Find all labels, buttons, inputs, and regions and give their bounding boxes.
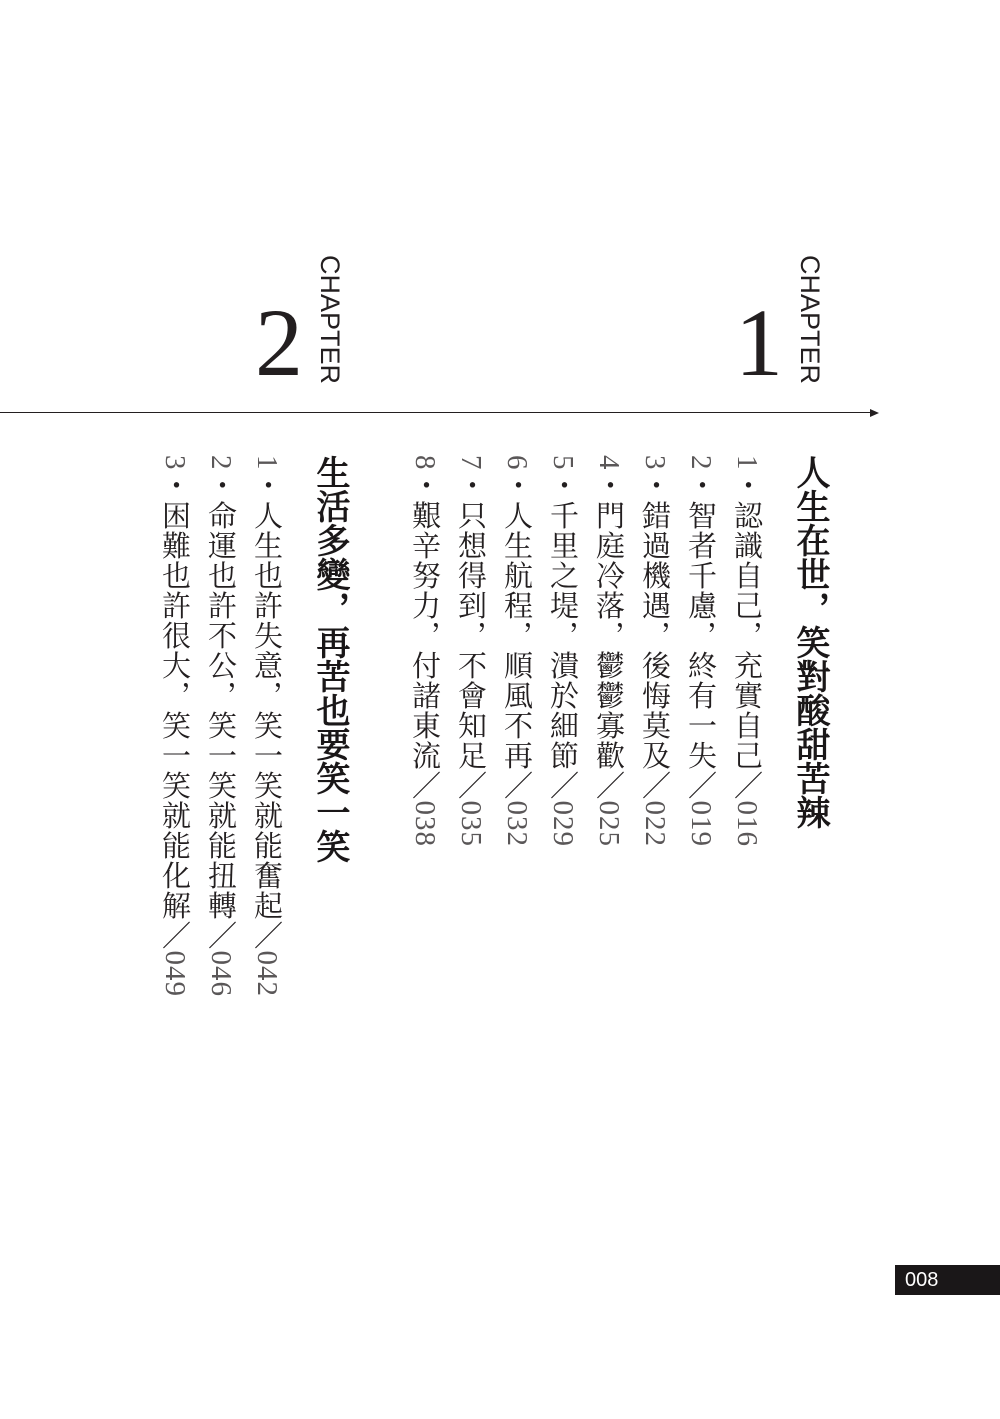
chapter-2-title: 生活多變，再苦也要笑一笑	[310, 455, 350, 863]
toc-item-separator: ・	[684, 470, 718, 501]
toc-item-page: 032	[501, 800, 533, 847]
toc-item-number: 5	[547, 455, 579, 471]
toc-page-separator: ／	[546, 770, 580, 801]
toc-item-page: 025	[593, 800, 625, 847]
toc-page-separator: ／	[638, 770, 672, 801]
toc-page-separator: ／	[204, 920, 238, 951]
toc-item-title: 認識自己，充實自己	[730, 500, 764, 771]
toc-page-separator: ／	[454, 770, 488, 801]
toc-item-number: 4	[593, 455, 625, 471]
toc-item-title: 艱辛努力，付諸東流	[408, 500, 442, 771]
toc-item-page: 049	[159, 950, 191, 997]
toc-item-number: 8	[409, 455, 441, 471]
toc-item-title: 人生也許失意，笑一笑就能奮起	[250, 500, 284, 921]
toc-item-title: 千里之堤，潰於細節	[546, 500, 580, 771]
toc-item[interactable]	[684, 455, 718, 847]
toc-item-separator: ・	[204, 470, 238, 501]
toc-item-page: 019	[685, 800, 717, 847]
toc-item[interactable]	[546, 455, 580, 847]
toc-item-page: 016	[731, 800, 763, 847]
toc-item-title: 命運也許不公，笑一笑就能扭轉	[204, 500, 238, 921]
toc-item-number: 2	[685, 455, 717, 471]
toc-page-separator: ／	[250, 920, 284, 951]
toc-item[interactable]	[638, 455, 672, 847]
toc-item[interactable]	[204, 455, 238, 997]
chapter-label: CHAPTER	[315, 255, 345, 385]
toc-item-separator: ・	[546, 470, 580, 501]
toc-item-separator: ・	[730, 470, 764, 501]
toc-item[interactable]	[408, 455, 442, 847]
page-number: 008	[895, 1265, 1000, 1295]
toc-page-separator: ／	[408, 770, 442, 801]
toc-item[interactable]	[250, 455, 284, 997]
divider-line	[0, 412, 874, 413]
toc-item-page: 046	[205, 950, 237, 997]
chapter-1-title: 人生在世，笑對酸甜苦辣	[790, 455, 830, 829]
toc-page-separator: ／	[158, 920, 192, 951]
toc-item-separator: ・	[250, 470, 284, 501]
chapter-label: CHAPTER	[795, 255, 825, 385]
toc-item[interactable]	[158, 455, 192, 997]
toc-item-title: 錯過機遇，後悔莫及	[638, 500, 672, 771]
toc-item-page: 029	[547, 800, 579, 847]
toc-item[interactable]	[730, 455, 764, 847]
toc-item-separator: ・	[500, 470, 534, 501]
toc-item-number: 3	[639, 455, 671, 471]
toc-item-title: 人生航程，順風不再	[500, 500, 534, 771]
toc-item-title: 只想得到，不會知足	[454, 500, 488, 771]
toc-item-number: 1	[251, 455, 283, 471]
toc-item-page: 035	[455, 800, 487, 847]
toc-page-separator: ／	[500, 770, 534, 801]
toc-item-separator: ・	[158, 470, 192, 501]
toc-item-page: 038	[409, 800, 441, 847]
toc-item[interactable]	[592, 455, 626, 847]
toc-item-number: 3	[159, 455, 191, 471]
chapter-number: 1	[735, 289, 783, 396]
toc-item-separator: ・	[408, 470, 442, 501]
divider-arrow-icon	[870, 409, 879, 417]
toc-item-separator: ・	[638, 470, 672, 501]
toc-item-number: 7	[455, 455, 487, 471]
toc-page-separator: ／	[592, 770, 626, 801]
toc-item[interactable]	[500, 455, 534, 847]
chapter-number: 2	[255, 289, 303, 396]
toc-item-number: 1	[731, 455, 763, 471]
toc-item-page: 042	[251, 950, 283, 997]
toc-page-separator: ／	[730, 770, 764, 801]
chapter-2-marker	[235, 255, 345, 396]
toc-item-separator: ・	[454, 470, 488, 501]
toc-item-title: 智者千慮，終有一失	[684, 500, 718, 771]
toc-item-title: 門庭冷落，鬱鬱寡歡	[592, 500, 626, 771]
toc-item-separator: ・	[592, 470, 626, 501]
toc-item-page: 022	[639, 800, 671, 847]
chapter-1-marker	[715, 255, 825, 396]
toc-page-separator: ／	[684, 770, 718, 801]
toc-item[interactable]	[454, 455, 488, 847]
toc-item-number: 6	[501, 455, 533, 471]
toc-item-number: 2	[205, 455, 237, 471]
toc-item-title: 困難也許很大，笑一笑就能化解	[158, 500, 192, 921]
